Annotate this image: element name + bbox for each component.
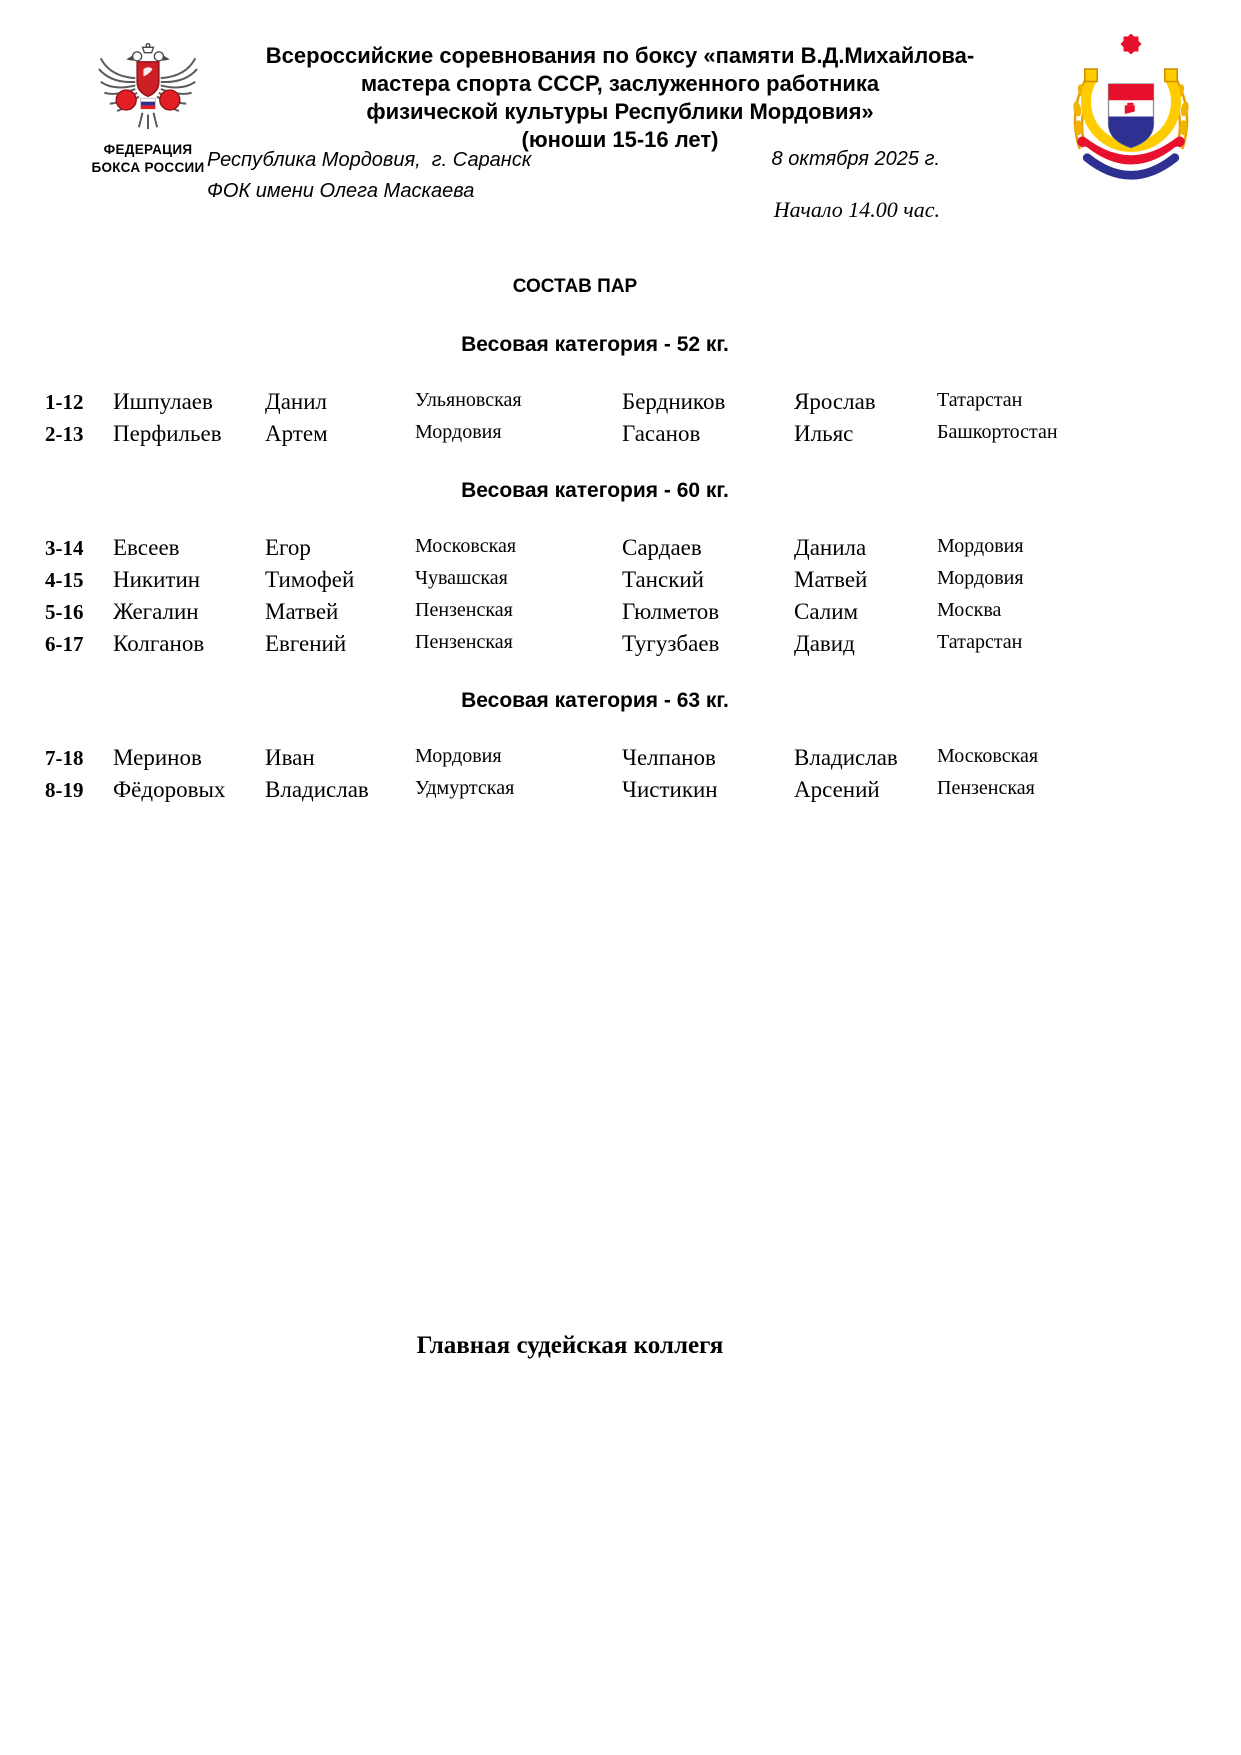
athlete2-region: Пензенская: [937, 777, 1035, 799]
athlete2-firstname: Данила: [794, 535, 867, 560]
athlete2-surname: Гюлметов: [622, 599, 720, 624]
mordovia-shield: [1109, 84, 1154, 148]
pair-row: [0, 535, 1241, 567]
athlete1-firstname: Владислав: [265, 777, 369, 802]
venue-arena: ФОК имени Олега Маскаева: [207, 180, 475, 202]
athlete2-region: Московская: [937, 745, 1039, 767]
category-rows: [0, 745, 1241, 809]
athlete2-firstname: Матвей: [794, 567, 868, 592]
venue-region: Республика Мордовия, г. Саранск: [207, 149, 532, 171]
weight-category-section: [0, 479, 1241, 663]
athlete2-region: Мордовия: [937, 567, 1024, 589]
title-line: физической культуры Республики Мордовия»: [366, 99, 874, 124]
athlete1-firstname: Матвей: [265, 599, 339, 624]
weight-category-section: [0, 689, 1241, 809]
athlete1-surname: Ишпулаев: [113, 389, 213, 414]
athlete1-firstname: Иван: [265, 745, 315, 770]
athlete1-region: Чувашская: [415, 567, 508, 589]
athlete2-region: Башкортостан: [937, 421, 1058, 443]
boxing-federation-eagle-icon: [89, 40, 207, 140]
pair-row: [0, 631, 1241, 663]
federation-caption-line2: БОКСА РОССИИ: [91, 160, 205, 176]
mordovia-coat-of-arms: [1056, 34, 1208, 184]
athlete1-surname: Перфильев: [113, 421, 222, 446]
federation-caption-line1: ФЕДЕРАЦИЯ: [103, 142, 193, 157]
pair-number: 1-12: [45, 390, 84, 414]
pair-row: [0, 777, 1241, 809]
pair-number: 7-18: [45, 746, 84, 770]
category-title: Весовая категория - 60 кг.: [461, 479, 729, 502]
athlete1-surname: Евсеев: [113, 535, 180, 560]
pair-row: [0, 421, 1241, 453]
start-time: Начало 14.00 час.: [773, 197, 940, 222]
boxing-glove-right-icon: [160, 90, 180, 110]
pairs-section-title: СОСТАВ ПАР: [512, 276, 638, 297]
athlete2-firstname: Владислав: [794, 745, 898, 770]
title-line: (юноши 15-16 лет): [521, 127, 719, 152]
athlete2-region: Москва: [937, 599, 1002, 621]
pair-number: 8-19: [45, 778, 84, 802]
athlete1-surname: Жегалин: [113, 599, 199, 624]
athlete1-region: Мордовия: [415, 745, 502, 767]
athlete2-region: Татарстан: [937, 631, 1023, 653]
athlete2-surname: Гасанов: [622, 421, 701, 446]
athlete1-surname: Никитин: [113, 567, 201, 592]
pair-number: 3-14: [45, 536, 84, 560]
title-line: мастера спорта СССР, заслуженного работника: [360, 71, 880, 96]
pair-row: [0, 745, 1241, 777]
venue-block: [207, 145, 531, 207]
athlete2-firstname: Ярослав: [794, 389, 876, 414]
athlete1-firstname: Артем: [265, 421, 328, 446]
athlete1-firstname: Данил: [265, 389, 327, 414]
boxing-federation-logo: [78, 40, 218, 176]
category-rows: [0, 389, 1241, 453]
athlete1-surname: Меринов: [113, 745, 202, 770]
athlete1-firstname: Егор: [265, 535, 311, 560]
athlete1-region: Ульяновская: [415, 389, 522, 411]
athlete1-region: Пензенская: [415, 631, 513, 653]
category-title: Весовая категория - 63 кг.: [461, 689, 729, 712]
pair-row: [0, 599, 1241, 631]
pair-number: 6-17: [45, 632, 84, 656]
category-rows: [0, 535, 1241, 663]
title-line: Всероссийские соревнования по боксу «памяти В.Д.Михайлова-: [265, 43, 975, 68]
event-date: 8 октября 2025 г.: [771, 148, 940, 170]
pair-row: [0, 389, 1241, 421]
athlete2-surname: Сардаев: [622, 535, 702, 560]
athlete1-region: Удмуртская: [415, 777, 515, 799]
pair-row: [0, 567, 1241, 599]
athlete2-surname: Танский: [622, 567, 704, 592]
mordovia-star-icon: [1120, 34, 1141, 55]
athlete2-firstname: Салим: [794, 599, 859, 624]
athlete1-region: Пензенская: [415, 599, 513, 621]
athlete1-surname: Фёдоровых: [113, 777, 226, 802]
athlete1-surname: Колганов: [113, 631, 205, 656]
athlete2-surname: Челпанов: [622, 745, 716, 770]
category-title: Весовая категория - 52 кг.: [461, 333, 729, 356]
mordovia-emblem-icon: [1056, 34, 1206, 184]
athlete2-surname: Бердников: [622, 389, 726, 414]
judging-committee-title: Главная судейская коллегя: [416, 1332, 724, 1359]
athlete1-region: Мордовия: [415, 421, 502, 443]
athlete2-region: Мордовия: [937, 535, 1024, 557]
tricolor-ribbon: [141, 98, 156, 109]
categories: [0, 333, 1241, 835]
federation-shield: [137, 62, 159, 97]
athlete2-firstname: Ильяс: [794, 421, 854, 446]
athlete2-surname: Чистикин: [622, 777, 718, 802]
athlete2-region: Татарстан: [937, 389, 1023, 411]
athlete2-firstname: Давид: [794, 631, 855, 656]
athlete1-firstname: Тимофей: [265, 567, 355, 592]
page-title: [240, 42, 1000, 154]
athlete2-firstname: Арсений: [794, 777, 880, 802]
pair-number: 4-15: [45, 568, 84, 592]
pair-number: 5-16: [45, 600, 84, 624]
athlete1-region: Московская: [415, 535, 517, 557]
athlete2-surname: Тугузбаев: [622, 631, 720, 656]
boxing-glove-left-icon: [116, 90, 136, 110]
weight-category-section: [0, 333, 1241, 453]
athlete1-firstname: Евгений: [265, 631, 347, 656]
pair-number: 2-13: [45, 422, 84, 446]
